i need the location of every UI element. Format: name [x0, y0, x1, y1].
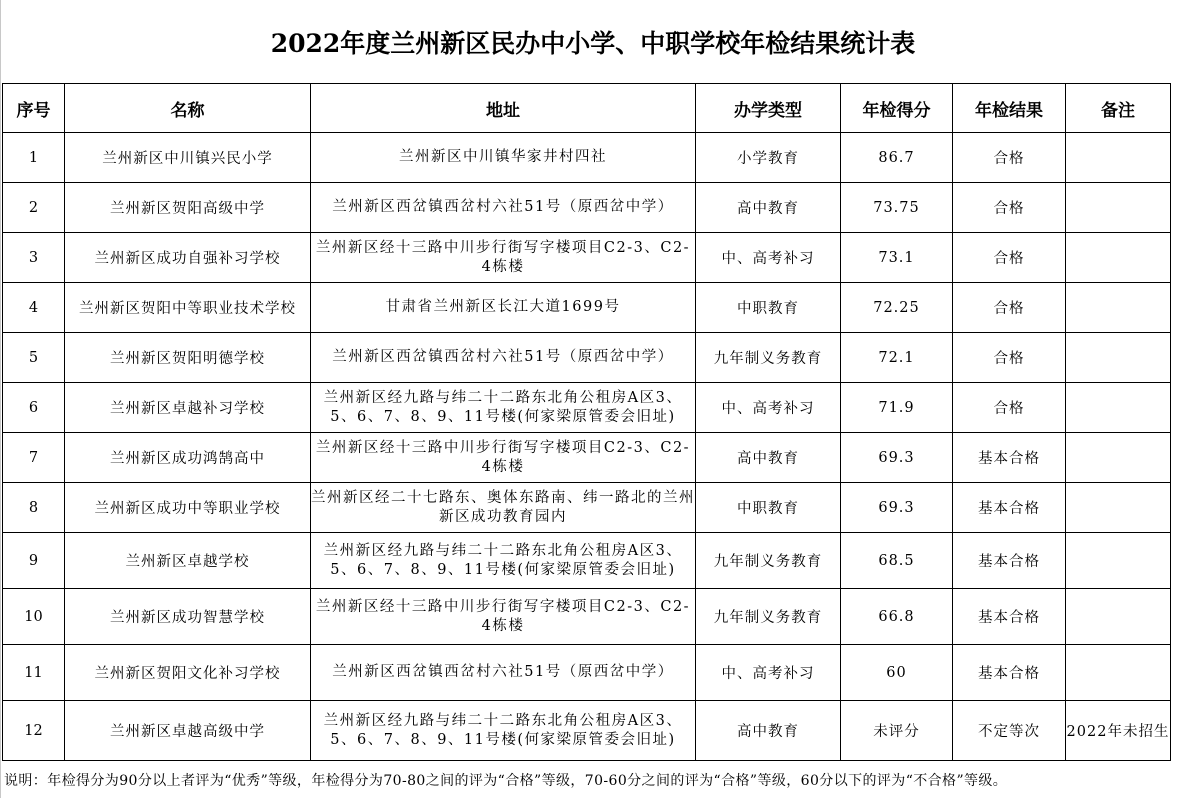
cell-school-type: 中职教育	[696, 283, 841, 333]
table-row	[3, 333, 1171, 383]
cell-remark	[1066, 383, 1171, 433]
cell-index: 2	[3, 183, 65, 233]
cell-score: 71.9	[841, 383, 953, 433]
cell-score: 73.1	[841, 233, 953, 283]
cell-school-type: 九年制义务教育	[696, 589, 841, 645]
address-text: 兰州新区经九路与纬二十二路东北角公租房A区3、5、6、7、8、9、11号楼(何家梁原管委会旧址)	[323, 389, 683, 425]
cell-score: 未评分	[841, 701, 953, 761]
cell-index: 9	[3, 533, 65, 589]
table-row	[3, 533, 1171, 589]
header-index: 序号	[3, 84, 65, 133]
cell-address	[311, 383, 696, 433]
cell-remark	[1066, 133, 1171, 183]
address-text: 甘肃省兰州新区长江大道1699号	[385, 299, 621, 315]
address-text: 兰州新区经十三路中川步行街写字楼项目C2-3、C2-4栋楼	[315, 598, 691, 634]
cell-score: 66.8	[841, 589, 953, 645]
header-score: 年检得分	[841, 84, 953, 133]
cell-address	[311, 701, 696, 761]
cell-address	[311, 645, 696, 701]
cell-result: 合格	[953, 283, 1066, 333]
cell-index: 12	[3, 701, 65, 761]
cell-score: 73.75	[841, 183, 953, 233]
cell-remark: 2022年未招生	[1066, 701, 1171, 761]
table-row	[3, 645, 1171, 701]
results-table	[2, 83, 1171, 761]
cell-school-type: 中职教育	[696, 483, 841, 533]
cell-index: 3	[3, 233, 65, 283]
cell-address	[311, 433, 696, 483]
table-row	[3, 383, 1171, 433]
cell-name: 兰州新区成功智慧学校	[65, 589, 311, 645]
cell-result: 合格	[953, 233, 1066, 283]
cell-school-type: 小学教育	[696, 133, 841, 183]
cell-name: 兰州新区贺阳明德学校	[65, 333, 311, 383]
table-row	[3, 701, 1171, 761]
cell-score: 86.7	[841, 133, 953, 183]
table-row	[3, 283, 1171, 333]
footnote: 说明：年检得分为90分以上者评为“优秀”等级，年检得分为70-80之间的评为“合格”等级，70-60分之间的评为“合格”等级，60分以下的评为“不合格”等级。	[4, 773, 1008, 789]
header-name: 名称	[65, 84, 311, 133]
header-remark: 备注	[1066, 84, 1171, 133]
cell-remark	[1066, 233, 1171, 283]
cell-score: 68.5	[841, 533, 953, 589]
cell-result: 基本合格	[953, 589, 1066, 645]
table-row	[3, 183, 1171, 233]
address-text: 兰州新区经九路与纬二十二路东北角公租房A区3、5、6、7、8、9、11号楼(何家梁原管委会旧址)	[323, 542, 683, 578]
cell-remark	[1066, 333, 1171, 383]
cell-school-type: 九年制义务教育	[696, 333, 841, 383]
cell-result: 合格	[953, 133, 1066, 183]
cell-remark	[1066, 183, 1171, 233]
cell-result: 合格	[953, 183, 1066, 233]
cell-school-type: 中、高考补习	[696, 645, 841, 701]
table-row	[3, 483, 1171, 533]
cell-name: 兰州新区卓越学校	[65, 533, 311, 589]
cell-result: 基本合格	[953, 533, 1066, 589]
cell-name: 兰州新区卓越补习学校	[65, 383, 311, 433]
cell-score: 72.25	[841, 283, 953, 333]
cell-index: 4	[3, 283, 65, 333]
cell-name: 兰州新区成功中等职业学校	[65, 483, 311, 533]
header-school-type: 办学类型	[696, 84, 841, 133]
cell-score: 69.3	[841, 483, 953, 533]
cell-remark	[1066, 483, 1171, 533]
cell-remark	[1066, 283, 1171, 333]
cell-address	[311, 533, 696, 589]
table-row	[3, 233, 1171, 283]
cell-score: 60	[841, 645, 953, 701]
cell-result: 基本合格	[953, 645, 1066, 701]
cell-address	[311, 589, 696, 645]
table-row	[3, 589, 1171, 645]
cell-name: 兰州新区贺阳文化补习学校	[65, 645, 311, 701]
cell-result: 基本合格	[953, 433, 1066, 483]
cell-address	[311, 483, 696, 533]
address-text: 兰州新区中川镇华家井村四社	[399, 149, 607, 165]
cell-index: 11	[3, 645, 65, 701]
address-text: 兰州新区经十三路中川步行街写字楼项目C2-3、C2-4栋楼	[315, 239, 691, 275]
header-result: 年检结果	[953, 84, 1066, 133]
cell-name: 兰州新区成功鸿鹄高中	[65, 433, 311, 483]
cell-score: 72.1	[841, 333, 953, 383]
cell-name: 兰州新区成功自强补习学校	[65, 233, 311, 283]
address-text: 兰州新区经九路与纬二十二路东北角公租房A区3、5、6、7、8、9、11号楼(何家梁原管委会旧址)	[323, 712, 683, 748]
cell-school-type: 高中教育	[696, 701, 841, 761]
cell-remark	[1066, 433, 1171, 483]
cell-index: 1	[3, 133, 65, 183]
cell-result: 不定等次	[953, 701, 1066, 761]
address-text: 兰州新区西岔镇西岔村六社51号（原西岔中学）	[332, 349, 674, 365]
cell-index: 8	[3, 483, 65, 533]
cell-result: 合格	[953, 333, 1066, 383]
cell-school-type: 九年制义务教育	[696, 533, 841, 589]
address-text: 兰州新区西岔镇西岔村六社51号（原西岔中学）	[332, 664, 674, 680]
cell-address	[311, 133, 696, 183]
address-text: 兰州新区经二十七路东、奥体东路南、纬一路北的兰州新区成功教育园内	[311, 489, 695, 525]
cell-name: 兰州新区卓越高级中学	[65, 701, 311, 761]
address-text: 兰州新区经十三路中川步行街写字楼项目C2-3、C2-4栋楼	[315, 439, 691, 475]
cell-address	[311, 183, 696, 233]
cell-school-type: 高中教育	[696, 433, 841, 483]
cell-name: 兰州新区中川镇兴民小学	[65, 133, 311, 183]
cell-score: 69.3	[841, 433, 953, 483]
cell-index: 6	[3, 383, 65, 433]
table-row	[3, 433, 1171, 483]
cell-name: 兰州新区贺阳中等职业技术学校	[65, 283, 311, 333]
cell-index: 10	[3, 589, 65, 645]
cell-result: 基本合格	[953, 483, 1066, 533]
header-address: 地址	[311, 84, 696, 133]
cell-result: 合格	[953, 383, 1066, 433]
cell-remark	[1066, 589, 1171, 645]
cell-school-type: 中、高考补习	[696, 383, 841, 433]
address-text: 兰州新区西岔镇西岔村六社51号（原西岔中学）	[332, 199, 674, 215]
table-row	[3, 133, 1171, 183]
page-title: 2022年度兰州新区民办中小学、中职学校年检结果统计表	[270, 29, 916, 58]
header-row	[3, 84, 1171, 133]
cell-school-type: 高中教育	[696, 183, 841, 233]
cell-address	[311, 283, 696, 333]
cell-school-type: 中、高考补习	[696, 233, 841, 283]
cell-address	[311, 333, 696, 383]
cell-remark	[1066, 645, 1171, 701]
cell-index: 7	[3, 433, 65, 483]
cell-address	[311, 233, 696, 283]
cell-name: 兰州新区贺阳高级中学	[65, 183, 311, 233]
cell-index: 5	[3, 333, 65, 383]
cell-remark	[1066, 533, 1171, 589]
